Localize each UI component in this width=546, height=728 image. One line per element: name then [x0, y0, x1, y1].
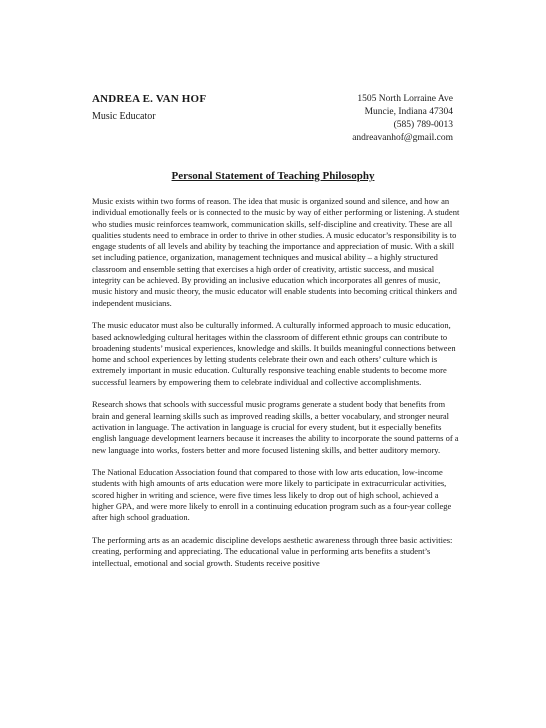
author-role: Music Educator	[92, 111, 156, 122]
paragraph: Research shows that schools with successful music programs generate a student body that benefits from brain and general learning skills such as improved reading skills, a better vocabulary, and stronger neural activation in language. The activation in language is crucial for every student, but it especially benefits english language development learners because it increases the ability to incorporate the sound patterns of a new language into works, fosters better and more focused listening skills, and better auditory memory.	[92, 399, 459, 455]
document-title: Personal Statement of Teaching Philosophy	[171, 170, 375, 182]
document-body	[92, 196, 460, 580]
paragraph: The music educator must also be culturally informed. A culturally informed approach to music education, based acknowledging cultural heritages within the classroom of different ethnic groups can contribute to broadening students’ musical experiences, knowledge and skills. It builds meaningful connections between home and school experiences by letting students celebrate their own and each others’ culture which is extremely important in music education. Culturally responsive teaching enable students to become more successful learners by empowering them to celebrate individual and collective accomplishments.	[92, 320, 456, 387]
paragraph: The National Education Association found that compared to those with low arts education, low-income students with high amounts of arts education were more likely to participate in extracurricular activities, scored higher in writing and science, were five times less likely to drop out of high school, achieved a higher GPA, and were more likely to enroll in a continuing education program such as a four-year college after high school graduation.	[92, 467, 452, 523]
email-address: andreavanhof@gmail.com	[352, 133, 453, 143]
paragraph: The performing arts as an academic discipline develops aesthetic awareness through three basic activities: creating, performing and appreciating. The educational value in performing arts benefits a student’s intellectual, emotional and social growth. Students receive positive	[92, 534, 453, 568]
contact-info	[352, 93, 453, 145]
address-line-1: 1505 North Lorraine Ave	[357, 94, 453, 104]
address-line-2: Muncie, Indiana 47304	[364, 107, 453, 117]
author-name: ANDREA E. VAN HOF	[92, 93, 207, 105]
header-left	[92, 93, 206, 123]
paragraph: Music exists within two forms of reason. The idea that music is organized sound and silence, and how an individual emotionally feels or is connected to the music by way of either performing or listening. A student who studies music reinforces teamwork, communication skills, self-discipline and creativity. These are all qualities students need to embrace in order to thrive in other studies. A music educator’s responsibility is to engage students of all levels and ability by teaching the importance and appreciation of music. With a skill set including patience, organization, management techniques and musical ability – a highly structured classroom and ensemble setting that exercises a high order of creativity, artistic success, and musical integrity can be achieved. By providing an inclusive education which incorporates all genres of music, music history and music theory, the music educator will enable students into becoming critical thinkers and independent musicians.	[92, 196, 460, 308]
phone-number: (585) 789-0013	[393, 120, 453, 130]
